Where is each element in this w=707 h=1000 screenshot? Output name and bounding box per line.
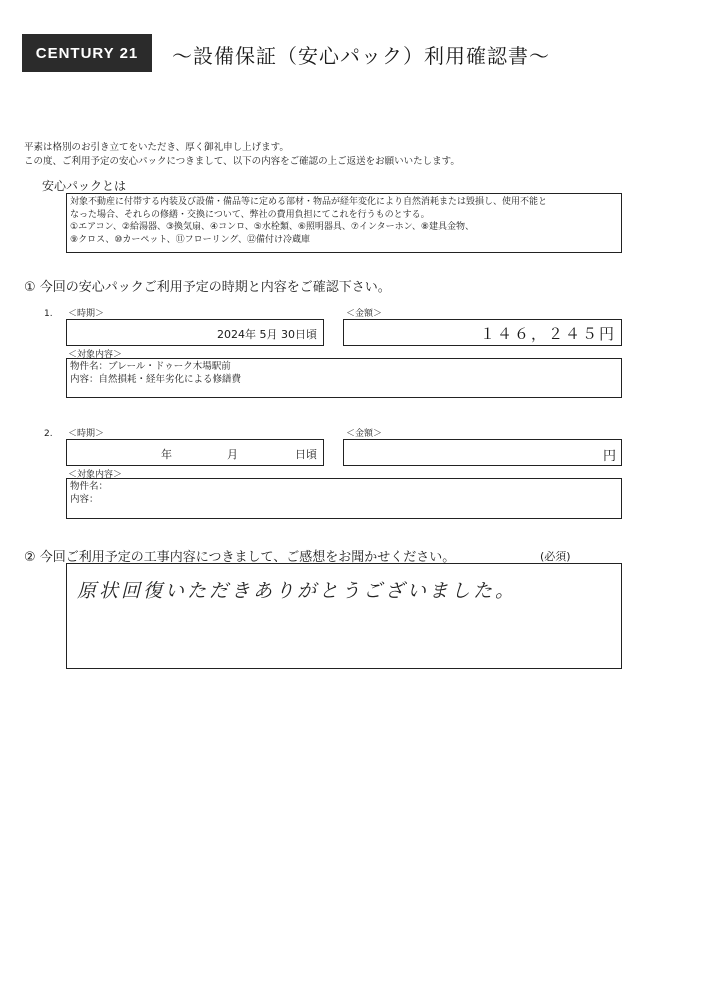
target-label: ＜対象内容＞ <box>68 350 123 360</box>
amount-box[interactable] <box>343 439 622 466</box>
period-box[interactable] <box>66 439 324 466</box>
definition-line: なった場合、それらの修繕・交換について、弊社の費用負担にてこれを行うものとする。 <box>70 209 430 220</box>
required-mark: (必須) <box>540 550 571 563</box>
intro-line-2: この度、ご利用予定の安心パックにつきまして、以下の内容をご確認の上ご返送をお願いいたします。 <box>24 156 460 167</box>
amount-box[interactable] <box>343 319 622 346</box>
document-title: ～設備保証（安心パック）利用確認書～ <box>172 44 550 68</box>
definition-heading: 安心パックとは <box>42 179 127 193</box>
amount-value: １４６，２４５円 <box>479 325 616 343</box>
content-line: 内容： <box>70 494 99 505</box>
period-box[interactable] <box>66 319 324 346</box>
target-box[interactable] <box>66 478 622 519</box>
century21-logo: CENTURY 21 <box>22 34 152 72</box>
period-label: ＜時期＞ <box>68 309 105 319</box>
section2-question: ② 今回ご利用予定の工事内容につきまして、ご感想をお聞かせください。 <box>24 550 456 565</box>
period-day: 日頃 <box>295 448 317 461</box>
property-line: 物件名： <box>70 481 109 492</box>
entry-number: 2. <box>44 429 53 439</box>
target-label: ＜対象内容＞ <box>68 470 123 480</box>
property-line: 物件名：ブレール・ドゥーク木場駅前 <box>70 361 231 372</box>
handwritten-answer: 原状回復いただきありがとうございました。 <box>77 580 518 602</box>
period-year: 年 <box>161 448 172 461</box>
section1-question: ① 今回の安心パックご利用予定の時期と内容をご確認下さい。 <box>24 280 391 295</box>
period-label: ＜時期＞ <box>68 429 105 439</box>
definition-box <box>66 193 622 253</box>
target-box[interactable] <box>66 358 622 398</box>
period-month: 月 <box>227 448 238 461</box>
amount-value: 円 <box>602 449 616 464</box>
impression-box[interactable] <box>66 563 622 669</box>
definition-line: ⑨クロス、⑩カーペット、⑪フローリング、⑫備付け冷蔵庫 <box>70 234 311 245</box>
period-value: 2024年 5月 30日頃 <box>217 328 317 341</box>
definition-line: 対象不動産に付帯する内装及び設備・備品等に定める部材・物品が経年変化により自然消耗または毀損し、使用不能と <box>70 197 548 207</box>
amount-label: ＜金額＞ <box>346 309 383 319</box>
content-line: 内容：自然損耗・経年劣化による修繕費 <box>70 374 242 385</box>
amount-label: ＜金額＞ <box>346 429 383 439</box>
entry-number: 1. <box>44 309 53 319</box>
intro-line-1: 平素は格別のお引き立てをいただき、厚く御礼申し上げます。 <box>24 142 289 153</box>
definition-line: ①エアコン、②給湯器、③換気扇、④コンロ、⑤水栓類、⑥照明器具、⑦インターホン、⑧建具金物、 <box>70 222 474 232</box>
